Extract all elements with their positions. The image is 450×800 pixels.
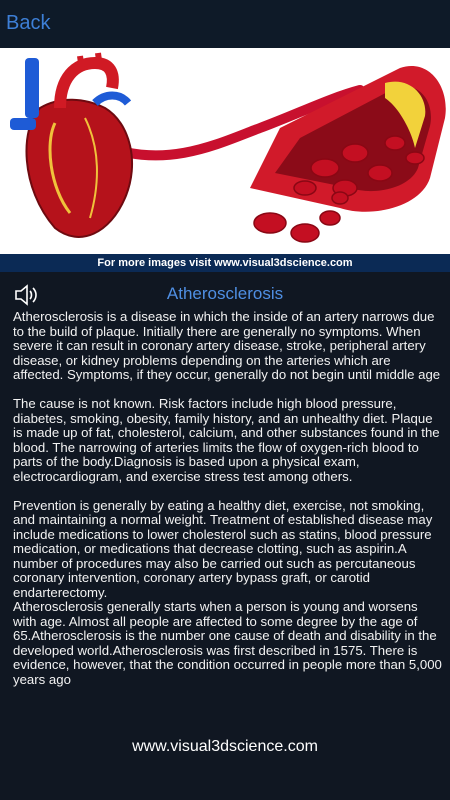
top-bar xyxy=(0,0,450,48)
heart-artery-illustration xyxy=(0,48,450,254)
article-body: Atherosclerosis is a disease in which the inside of an artery narrows due to the build of plaque. Initially there are generally no symptoms. When severe it can result in coronary artery disease, stroke, peripheral artery disease, or kidney problems depending on the arteries which are affected. Symptoms, if they occur, generally do not begin until middle age The cause is not known. Risk factors include high blood pressure, diabetes, smoking, obesity, family history, and an unhealthy diet. Plaque is made up of fat, cholesterol, calcium, and other substances found in the blood. The narrowing of arteries limits the flow of oxygen-rich blood to parts of the body.Diagnosis is based upon a physical exam, electrocardiogram, and exercise stress test among others. Prevention is generally by eating a healthy diet, exercise, not smoking, and maintaining a normal weight. Treatment of established disease may include medications to lower cholesterol such as statins, blood pressure medication, or medications that decrease clotting, such as aspirin.A number of procedures may also be carried out such as percutaneous coronary intervention, coronary artery bypass graft, or carotid endarterectomy. Atherosclerosis generally starts when a person is young and worsens with age. Almost all people are affected to some degree by the age of 65.Atherosclerosis is the number one cause of death and disability in the developed world.Atherosclerosis was first described in 1575. There is evidence, however, that the condition occurred in people more than 5,000 years ago xyxy=(13,309,442,687)
back-button[interactable]: Back xyxy=(6,12,51,34)
article-area xyxy=(0,272,450,800)
heart-icon xyxy=(10,53,132,237)
hero-illustration xyxy=(0,48,450,254)
article-title: Atherosclerosis xyxy=(166,284,284,303)
website-link[interactable]: www.visual3dscience.com xyxy=(132,738,318,755)
image-caption-bar: For more images visit www.visual3dscience.com xyxy=(0,254,450,272)
